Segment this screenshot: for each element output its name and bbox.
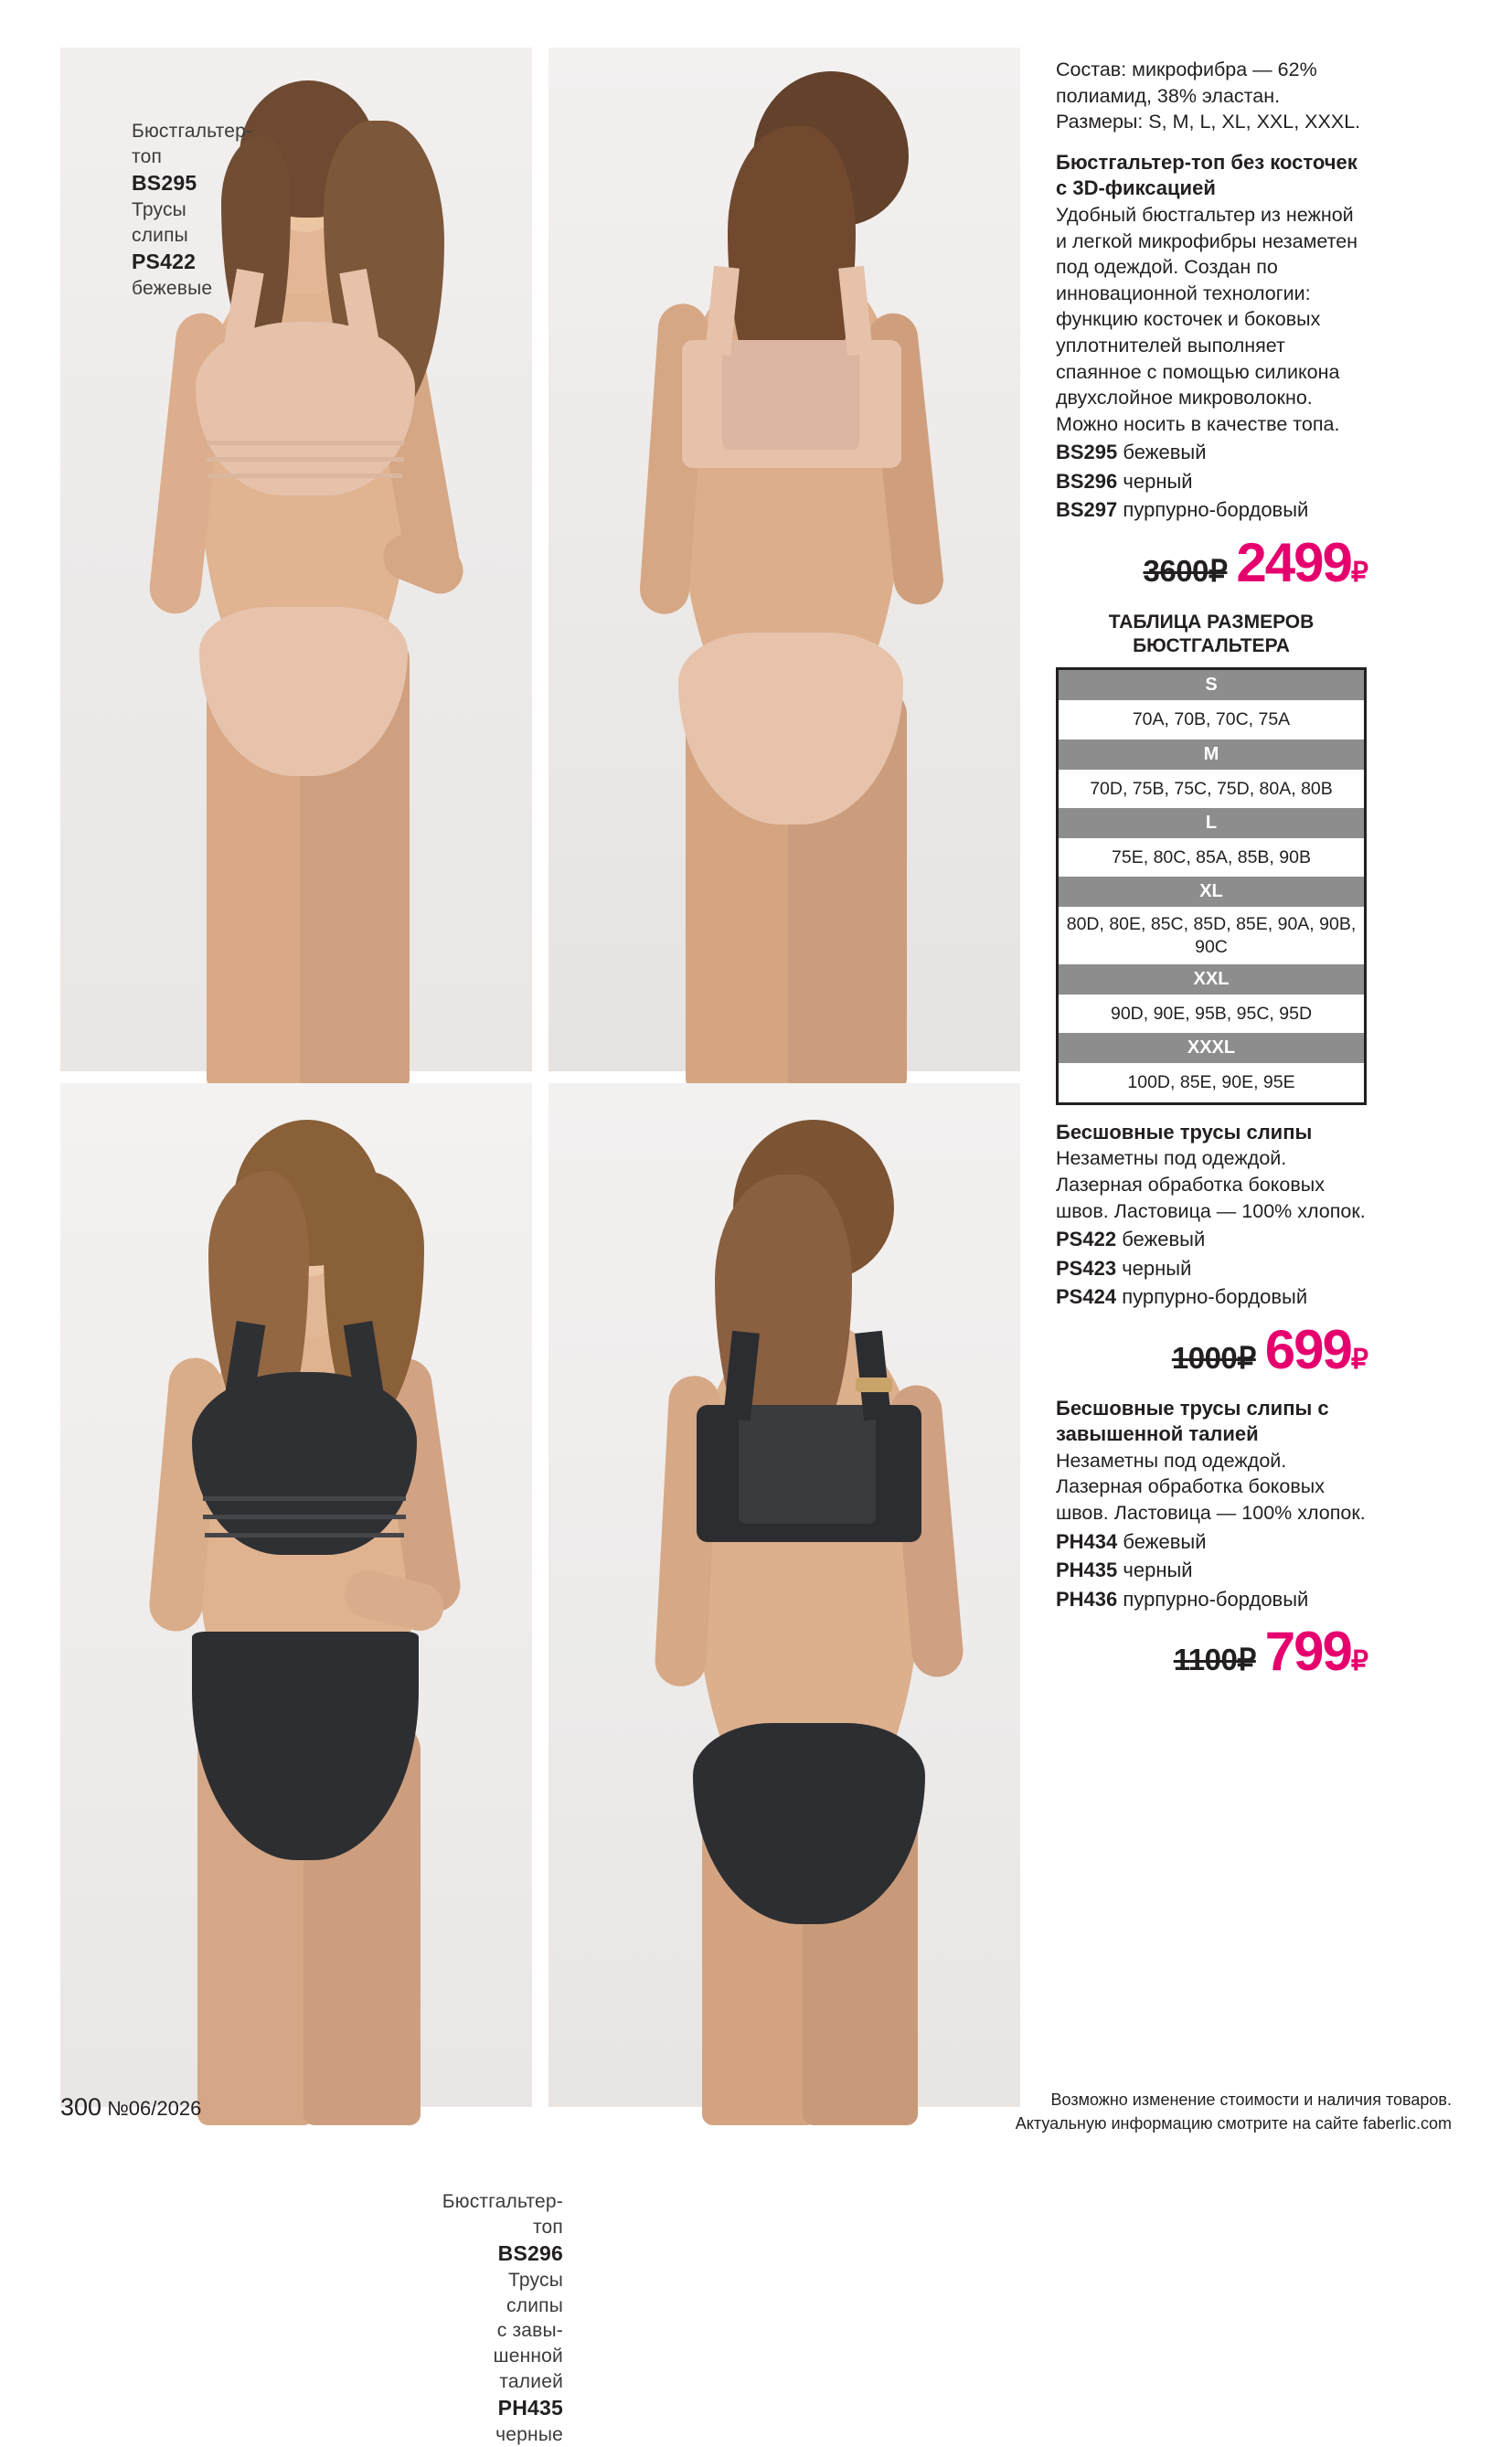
footer-disclaimer: Возможно изменение стоимости и наличия товаров. Актуальную информацию смотрите на сайте faberlic.com [1015,2091,1452,2133]
caption-line: слипы [132,224,188,246]
briefs-code-1 [1056,1255,1367,1282]
product-color: бежевый [1123,1529,1207,1553]
bra-code-1 [1056,468,1367,495]
product-info-column [1056,57,1367,1683]
highwaist-block [1056,1396,1367,1683]
product-code: PH435 [1056,1559,1118,1582]
briefs-code-0 [1056,1226,1367,1252]
table-row: 75E, 80C, 85A, 85B, 90B [1112,846,1311,867]
product-color: бежевый [1123,441,1207,464]
product-code: BS295 [132,171,197,196]
product-code: BS296 [497,2241,563,2266]
caption-line: слипы [506,2294,563,2316]
table-row: M [1058,739,1366,770]
product-code: BS295 [1056,441,1118,464]
currency-symbol: ₽ [1350,1344,1367,1375]
highwaist-description: Незаметны под одеждой. Лазерная обработка боковых швов. Ластовица — 100% хлопок. [1056,1449,1366,1524]
highwaist-code-0 [1056,1528,1367,1555]
briefs-code-2 [1056,1283,1367,1310]
size-table-block [1056,611,1367,1105]
table-row: XXL [1058,964,1366,995]
caption-line: топ [532,2216,563,2238]
highwaist-heading: Бесшовные трусы слипы с завышенной талией [1056,1396,1329,1446]
table-row: 90D, 90E, 95B, 95C, 95D [1110,1004,1313,1025]
currency-symbol: ₽ [1350,557,1367,588]
price-old: 1000₽ [1171,1340,1256,1375]
product-color: пурпурно-бордовый [1123,498,1309,522]
product-photo-beige-front [60,48,532,1071]
size-table-title: ТАБЛИЦА РАЗМЕРОВ БЮСТГАЛЬТЕРА [1108,611,1315,656]
table-row: 100D, 85E, 90E, 95E [1127,1072,1295,1093]
briefs-heading: Бесшовные трусы слипы [1056,1120,1313,1144]
highwaist-code-2 [1056,1586,1367,1612]
briefs-price [1056,1318,1367,1381]
bra-block [1056,150,1367,594]
product-code: PS423 [1056,1256,1117,1280]
product-code: PH436 [1056,1587,1118,1611]
price-new: 699₽ [1264,1318,1367,1380]
table-row: 80D, 80E, 85C, 85D, 85E, 90A, 90B, 90C [1066,914,1357,957]
product-code: PS422 [1056,1228,1117,1251]
caption-line: талией [499,2370,563,2392]
caption-line: бежевые [132,277,213,299]
caption-line: Бюстгальтер- [442,2191,563,2212]
table-row: XL [1058,877,1366,907]
issue-number: №06/2026 [107,2097,202,2120]
caption-line: шенной [493,2345,563,2367]
photo1-caption [132,119,305,301]
table-row: L [1058,808,1366,838]
table-row: 70D, 75B, 75C, 75D, 80A, 80B [1090,778,1333,799]
price-old: 3600₽ [1143,553,1228,588]
product-code: PH435 [497,2396,563,2420]
product-code: BS297 [1056,498,1118,522]
bra-description: Удобный бюстгальтер из нежной и легкой микрофибры незаметен под одеждой. Создан по инновационной технологии: функцию косточек и боковых уплотнителей выполняет спаянное с помощью силикона двухслойное микроволокно. Можно носить в качестве топа. [1056,203,1358,435]
size-table [1056,667,1367,1105]
price-old: 1100₽ [1173,1643,1256,1676]
briefs-description: Незаметны под одеждой. Лазерная обработка боковых швов. Ластовица — 100% хлопок. [1056,1147,1366,1222]
product-code: BS296 [1056,469,1118,493]
bra-price [1056,531,1367,594]
product-photo-beige-back [548,48,1020,1071]
product-code: PH434 [1056,1529,1118,1553]
briefs-block [1056,1120,1367,1381]
caption-line: Трусы [132,198,186,220]
product-color: черный [1123,469,1193,493]
bra-code-2 [1056,496,1367,523]
table-row: S [1058,669,1366,701]
product-photo-black-back [548,1083,1020,2107]
table-row: XXXL [1058,1033,1366,1063]
product-code: PS424 [1056,1285,1117,1309]
product-color: пурпурно-бордовый [1122,1285,1308,1309]
product-color: черный [1123,1559,1193,1582]
caption-line: Трусы [508,2269,563,2291]
product-color: пурпурно-бордовый [1123,1587,1309,1611]
product-color: бежевый [1122,1228,1206,1251]
caption-line: Бюстгальтер- [132,121,253,142]
caption-line: топ [132,145,163,167]
currency-symbol: ₽ [1350,1646,1367,1676]
caption-line: с завы- [496,2320,563,2342]
footer-left [60,2093,201,2122]
price-new: 2499₽ [1236,531,1367,593]
page-number: 300 [60,2093,102,2121]
product-color: черный [1122,1256,1192,1280]
highwaist-price [1056,1620,1367,1683]
table-row: 70A, 70B, 70C, 75A [1132,709,1291,730]
bra-heading: Бюстгальтер-топ без косточек с 3D-фиксацией [1056,150,1358,200]
product-code: PS422 [132,250,197,274]
caption-line: черные [495,2423,563,2445]
highwaist-code-1 [1056,1557,1367,1583]
price-new: 799₽ [1264,1621,1367,1682]
photo3-caption [335,2189,563,2447]
composition-text: Состав: микрофибра — 62% полиамид, 38% эластан. Размеры: S, M, L, XL, XXL, XXXL. [1056,59,1361,133]
bra-code-0 [1056,439,1367,465]
